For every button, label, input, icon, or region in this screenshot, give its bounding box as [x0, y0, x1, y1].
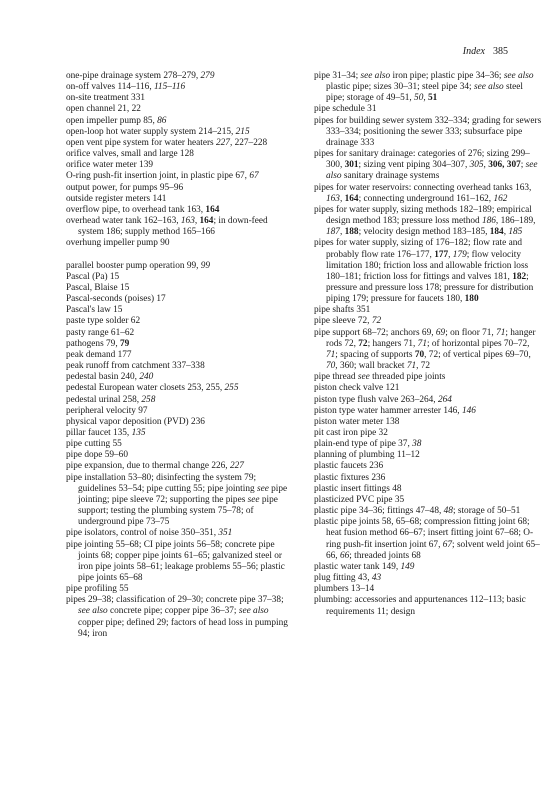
index-entry: [66, 450, 294, 461]
index-entry: [66, 316, 294, 327]
index-entry: [66, 93, 294, 104]
index-entry-text: peripheral velocity 97: [66, 405, 148, 416]
index-entry-text: ; solvent weld joint 65–66,: [326, 539, 540, 561]
index-entry-text: steel pipe; storage of 49–51,: [326, 82, 524, 104]
index-entry-text: 177: [434, 249, 449, 260]
index-entry-text: ,: [483, 160, 489, 171]
index-entry-text: pedestal European water closets 253, 255,: [66, 383, 225, 394]
index-entry-text: pipes for water supply, sizing methods 182–189; empirical design method 183; pressure loss method: [314, 204, 532, 227]
index-entry: [66, 216, 294, 238]
index-entry-text: 188: [344, 227, 359, 238]
index-entry-text: concrete pipe; copper pipe 36–37;: [107, 606, 239, 617]
index-entry-text: 215: [235, 126, 250, 137]
index-entry-text: 71: [496, 327, 506, 338]
index-entry-text: copper pipe; defined 29; factors of head loss in pumping 94; iron: [78, 617, 288, 639]
index-entry: [314, 573, 542, 584]
index-entry-text: Pascal, Blaise 15: [66, 282, 130, 293]
index-entry: [66, 149, 294, 160]
index-entry: [66, 417, 294, 428]
index-entry-text: ,: [339, 193, 345, 204]
index-entry-text: 146: [461, 405, 476, 416]
index-entry-text: piston check valve 121: [314, 383, 400, 394]
index-entry-text: Pascal's law 15: [66, 305, 123, 316]
index-entry-text: 264: [437, 394, 452, 405]
index-entry: [66, 116, 294, 127]
index-entry-text: on-site treatment 331: [66, 93, 146, 104]
index-entry-text: plasticized PVC pipe 35: [314, 494, 405, 505]
index-entry: [66, 194, 294, 205]
index-entry-text: , 186–189,: [495, 216, 536, 227]
index-entry-text: plastic faucets 236: [314, 461, 384, 472]
index-entry-text: Pascal-seconds (poises) 17: [66, 294, 166, 305]
index-column-right: [314, 71, 542, 618]
index-entry-text: 69: [435, 327, 446, 338]
index-entry-text: pipes for water reservoirs: connecting overhead tanks 163,: [314, 182, 532, 193]
index-entry: [66, 461, 294, 472]
index-entry: [66, 339, 294, 350]
index-entry-text: planning of plumbing 11–12: [314, 450, 420, 461]
index-entry-text: plastic pipe joints 58, 65–68; compression fitting joint 68; heat fusion method 66–67; insert fitting joint 67–68; O-ring push-fit insertion joint 67,: [314, 517, 534, 550]
index-entry-text: pipe support; testing the plumbing system 75–78; of underground pipe 73–75: [78, 494, 278, 528]
index-entry-text: ,: [423, 93, 428, 104]
index-entry-text: piston water meter 138: [314, 416, 400, 427]
index-entry-text: 255: [224, 383, 239, 394]
index-entry: [314, 116, 542, 149]
index-entry-text: , 72: [416, 361, 431, 372]
index-entry-text: open vent pipe system for water heaters: [66, 137, 216, 148]
index-entry-text: ; on floor 71,: [445, 327, 497, 338]
index-entry-text: ; in down-feed system 186; supply method 165–166: [78, 216, 268, 238]
index-entry: [66, 428, 294, 439]
index-entry-text: 227–228: [232, 137, 268, 148]
index-entry-text: pipe expansion, due to thermal change 226,: [66, 461, 230, 472]
index-entry-text: ,: [448, 249, 453, 260]
index-entry-text: ; connecting underground 161–162,: [358, 193, 494, 204]
index-entry-text: piston type water hammer arrester 146,: [314, 405, 462, 416]
index-entry: [66, 383, 294, 394]
index-entry: [314, 517, 542, 562]
index-entry-text: ,: [194, 216, 200, 227]
index-entry-text: iron pipe; plastic pipe 34–36;: [390, 71, 504, 81]
index-entry: [66, 439, 294, 450]
index-entry-text: 187: [326, 227, 340, 238]
index-entry: [314, 372, 542, 383]
index-entry: [314, 149, 542, 182]
index-entry-text: 258: [141, 394, 156, 405]
index-entry-text: piston type flush valve 263–264,: [314, 394, 438, 405]
index-entry: [314, 439, 542, 450]
index-entry-text: pipe sleeve 72,: [314, 316, 372, 327]
index-entry-text: plastic pipe 34–36; fittings 47–48,: [314, 506, 444, 517]
running-head: [463, 46, 508, 58]
index-entry-text: 70: [326, 361, 336, 372]
index-entry: [66, 372, 294, 383]
index-entry-text: pipe thread: [314, 372, 358, 383]
index-entry: [66, 328, 294, 339]
index-entry: [314, 238, 542, 305]
index-entry-text: 184: [489, 227, 504, 238]
index-entry-text: pipe jointing 55–68; CI pipe joints 56–58; concrete pipe joints 68; copper pipe joints 61–65; galvanized steel or iron pipe joints 58–61; leakage problems 55–56; plastic pipe joints 65–68: [66, 539, 285, 584]
index-entry-text: pipes for sanitary drainage: categories of 276; sizing 299–300,: [314, 149, 530, 171]
index-entry: [66, 71, 294, 82]
index-entry-text: plain-end type of pipe 37,: [314, 439, 413, 450]
index-entry: [66, 361, 294, 372]
index-entry-text: 99: [200, 260, 211, 271]
index-entry-text: paste type solder 62: [66, 316, 141, 327]
index-entry-text: pipe installation 53–80; disinfecting the system 79; guidelines 53–54; pipe cutting 55; pipe jointing: [66, 472, 257, 494]
index-entry-text: pasty range 61–62: [66, 327, 135, 338]
index-entry-text: see also: [473, 82, 504, 93]
index-entry-text: see also: [238, 606, 269, 617]
index-entry-text: 72: [371, 316, 382, 327]
index-entry: [314, 450, 542, 461]
index-entry-text: 305: [469, 160, 484, 171]
index-entry-text: pipe schedule 31: [314, 104, 377, 115]
index-entry-text: 79: [119, 338, 130, 349]
index-entry-text: see also: [360, 71, 391, 81]
index-entry-text: 86: [157, 115, 167, 126]
index-entry-text: pipe support 68–72; anchors 69,: [314, 327, 436, 338]
index-entry-text: on-off valves 114–116,: [66, 82, 154, 93]
index-entry-text: 227,: [216, 137, 233, 148]
index-entry-text: 162: [493, 193, 508, 204]
index-entry: [66, 104, 294, 115]
index-entry-text: pillar faucet 135,: [66, 427, 132, 438]
index-entry-text: pedestal basin 240,: [66, 372, 140, 383]
index-entry-text: ;: [520, 160, 526, 171]
index-entry-text: 71: [326, 349, 336, 360]
index-entry-text: plastic water tank 149,: [314, 561, 401, 572]
index-entry-text: pipe cutting 55: [66, 439, 122, 450]
index-entry-text: plastic pipe; sizes 30–31; steel pipe 34;: [326, 82, 474, 93]
index-entry-text: 48: [443, 506, 453, 517]
index-entry: [314, 328, 542, 373]
index-entry-text: 301: [344, 160, 359, 171]
page-number: 385: [493, 46, 508, 57]
index-entry-text: Pascal (Pa) 15: [66, 271, 120, 282]
index-entry: [66, 205, 294, 216]
index-column-left: [66, 71, 294, 640]
index-entry: [314, 584, 542, 595]
index-entry: [314, 183, 542, 205]
index-entry-text: ,: [339, 227, 345, 238]
index-entry-text: plastic fixtures 236: [314, 472, 386, 483]
index-entry: [66, 595, 294, 640]
index-entry-text: 164: [344, 193, 359, 204]
index-entry-text: 149: [400, 561, 415, 572]
index-entry: [314, 395, 542, 406]
index-entry-text: overflow pipe, to overhead tank 163,: [66, 204, 206, 215]
index-entry: [66, 395, 294, 406]
index-entry: [66, 294, 294, 305]
index-entry-text: pipes for building sewer system 332–334; grading for sewers 333–334; positioning the sewer 333; subsurface pipe drainage 333: [314, 115, 542, 148]
index-entry: [66, 540, 294, 585]
index-entry-text: 67: [442, 539, 453, 550]
index-entry-text: 351: [218, 528, 233, 539]
index-entry-text: 115–116: [153, 82, 186, 93]
index-entry-text: plumbing: accessories and appurtenances 112–113; basic requirements 11; design: [314, 595, 526, 617]
index-entry-text: pathogens 79,: [66, 338, 120, 349]
index-entry-text: ; hanger rods 72,: [326, 327, 536, 349]
index-entry-text: 71: [406, 361, 417, 372]
index-entry-text: 163: [326, 193, 340, 204]
index-entry-text: pipe profiling 55: [66, 584, 129, 595]
index-entry-text: plastic insert fittings 48: [314, 483, 402, 494]
index-entry: [314, 495, 542, 506]
index-entry-text: ; flow velocity limitation 180; friction loss and allowable friction loss 180–181; friction loss for fittings and valves 181,: [326, 249, 529, 282]
index-entry: [314, 473, 542, 484]
index-entry-text: ; threaded joints 68: [349, 550, 421, 561]
index-entry-text: 43: [371, 573, 382, 584]
index-entry-text: 51: [428, 93, 438, 104]
index-entry-text: see also: [326, 160, 538, 182]
index-entry-text: pedestal urinal 258,: [66, 394, 142, 405]
index-entry: [66, 238, 294, 249]
index-entry-text: ; pressure and pressure loss 178; pressure for distribution piping 179; pressure for faucets 180,: [326, 271, 534, 305]
index-entry: [314, 406, 542, 417]
index-entry-text: pipe jointing; pipe sleeve 72; supporting the pipes: [78, 483, 288, 505]
index-entry: [314, 595, 542, 617]
index-entry-text: 227: [229, 461, 244, 472]
index-entry-text: ; sizing vent piping 304–307,: [358, 160, 470, 171]
index-entry: [66, 183, 294, 194]
index-entry-text: pipe 31–34;: [314, 71, 361, 81]
index-entry: [314, 506, 542, 517]
index-entry: [314, 428, 542, 439]
index-entry-text: peak runoff from catchment 337–338: [66, 361, 205, 372]
index-entry-text: plug fitting 43,: [314, 573, 372, 584]
index-entry-text: 67: [249, 171, 259, 182]
index-entry-text: 72: [358, 338, 368, 349]
index-entry-text: see: [247, 494, 260, 505]
index-entry-text: overhead water tank 162–163,: [66, 216, 181, 227]
index-entry-text: O-ring push-fit insertion joint, in plastic pipe 67,: [66, 171, 250, 182]
index-entry-text: 179: [452, 249, 467, 260]
index-entry: [66, 473, 294, 529]
index-entry-text: parallel booster pump operation 99,: [66, 260, 201, 271]
index-entry: [66, 305, 294, 316]
index-entry: [314, 383, 542, 394]
index-entry: [66, 82, 294, 93]
index-entry-text: pipe shafts 351: [314, 305, 371, 316]
index-entry-text: pipes 29–38; classification of 29–30; concrete pipe 37–38;: [66, 595, 284, 606]
index-entry: [66, 160, 294, 171]
index-entry-text: open-loop hot water supply system 214–215,: [66, 126, 236, 137]
index-entry-text: open channel 21, 22: [66, 104, 141, 115]
index-entry: [66, 138, 294, 149]
index-entry-text: 186: [481, 216, 496, 227]
index-entry: [314, 417, 542, 428]
index-entry: [66, 283, 294, 294]
index-entry: [314, 71, 542, 104]
index-entry: [66, 127, 294, 138]
index-entry: [66, 261, 294, 272]
index-entry: [66, 406, 294, 417]
index-entry: [66, 171, 294, 182]
index-entry-text: orifice valves, small and large 128: [66, 149, 194, 160]
index-entry-text: peak demand 177: [66, 349, 132, 360]
index-entry: [314, 305, 542, 316]
index-entry-text: ; storage of 50–51: [452, 506, 521, 517]
index-entry-text: , 72; of vertical pipes 69–70,: [424, 349, 531, 360]
index-entry-text: 70: [414, 349, 425, 360]
index-entry-text: sanitary drainage systems: [341, 171, 440, 182]
letter-group-gap: [66, 250, 294, 261]
index-entry: [66, 584, 294, 595]
index-entry-text: 66: [339, 550, 350, 561]
index-entry: [314, 316, 542, 327]
index-entry-text: 182: [512, 271, 527, 282]
index-entry: [314, 104, 542, 115]
index-entry-text: ; of horizontal pipes 70–72,: [426, 338, 530, 349]
index-entry: [314, 205, 542, 238]
index-entry-text: 279: [200, 71, 215, 81]
index-entry-text: output power, for pumps 95–96: [66, 182, 184, 193]
index-entry-text: pipe isolators, control of noise 350–351,: [66, 528, 219, 539]
index-entry-text: pipe dope 59–60: [66, 450, 128, 461]
index-entry-text: 38: [412, 439, 422, 450]
index-entry: [66, 350, 294, 361]
index-entry-text: see also: [78, 606, 108, 617]
index-entry-text: 50: [414, 93, 424, 104]
index-entry: [66, 272, 294, 283]
index-entry-text: open impeller pump 85,: [66, 115, 158, 126]
index-entry: [314, 562, 542, 573]
index-entry-text: see also: [503, 71, 534, 81]
index-entry-text: 185: [508, 227, 523, 238]
index-entry-text: ; hangers 71,: [367, 338, 418, 349]
index-entry-text: physical vapor deposition (PVD) 236: [66, 416, 205, 427]
index-entry: [314, 461, 542, 472]
index-entry-text: plumbers 13–14: [314, 584, 375, 595]
index-entry-text: overhung impeller pump 90: [66, 238, 170, 249]
index-entry-text: 240: [139, 372, 154, 383]
index-entry-text: ; velocity design method 183–185,: [358, 227, 490, 238]
section-title: Index: [462, 46, 485, 57]
index-entry-text: pit cast iron pipe 32: [314, 428, 388, 438]
index-entry-text: 306, 307: [488, 160, 521, 171]
index-entry-text: , 360; wall bracket: [335, 361, 407, 372]
index-entry-text: threaded pipe joints: [369, 372, 446, 383]
index-entry-text: ; spacing of supports: [335, 349, 415, 360]
index-entry-text: ,: [503, 227, 509, 238]
index-entry-text: 135: [131, 427, 146, 438]
index-entry-text: pipes for water supply, sizing of 176–182; flow rate and probably flow rate 176–177,: [314, 238, 523, 260]
index-entry: [314, 484, 542, 495]
index-entry-text: outside register meters 141: [66, 193, 167, 204]
index-entry-text: 163: [180, 216, 195, 227]
index-entry-text: see: [357, 372, 370, 383]
index-entry-text: 71: [417, 338, 427, 349]
index-entry-text: orifice water meter 139: [66, 160, 153, 171]
index-entry-text: 164: [199, 216, 214, 227]
index-entry-text: 180: [464, 294, 479, 305]
index-entry: [66, 528, 294, 539]
index-entry-text: 164: [205, 204, 220, 215]
index-entry-text: one-pipe drainage system 278–279,: [66, 71, 201, 81]
index-entry-text: see: [256, 483, 269, 494]
